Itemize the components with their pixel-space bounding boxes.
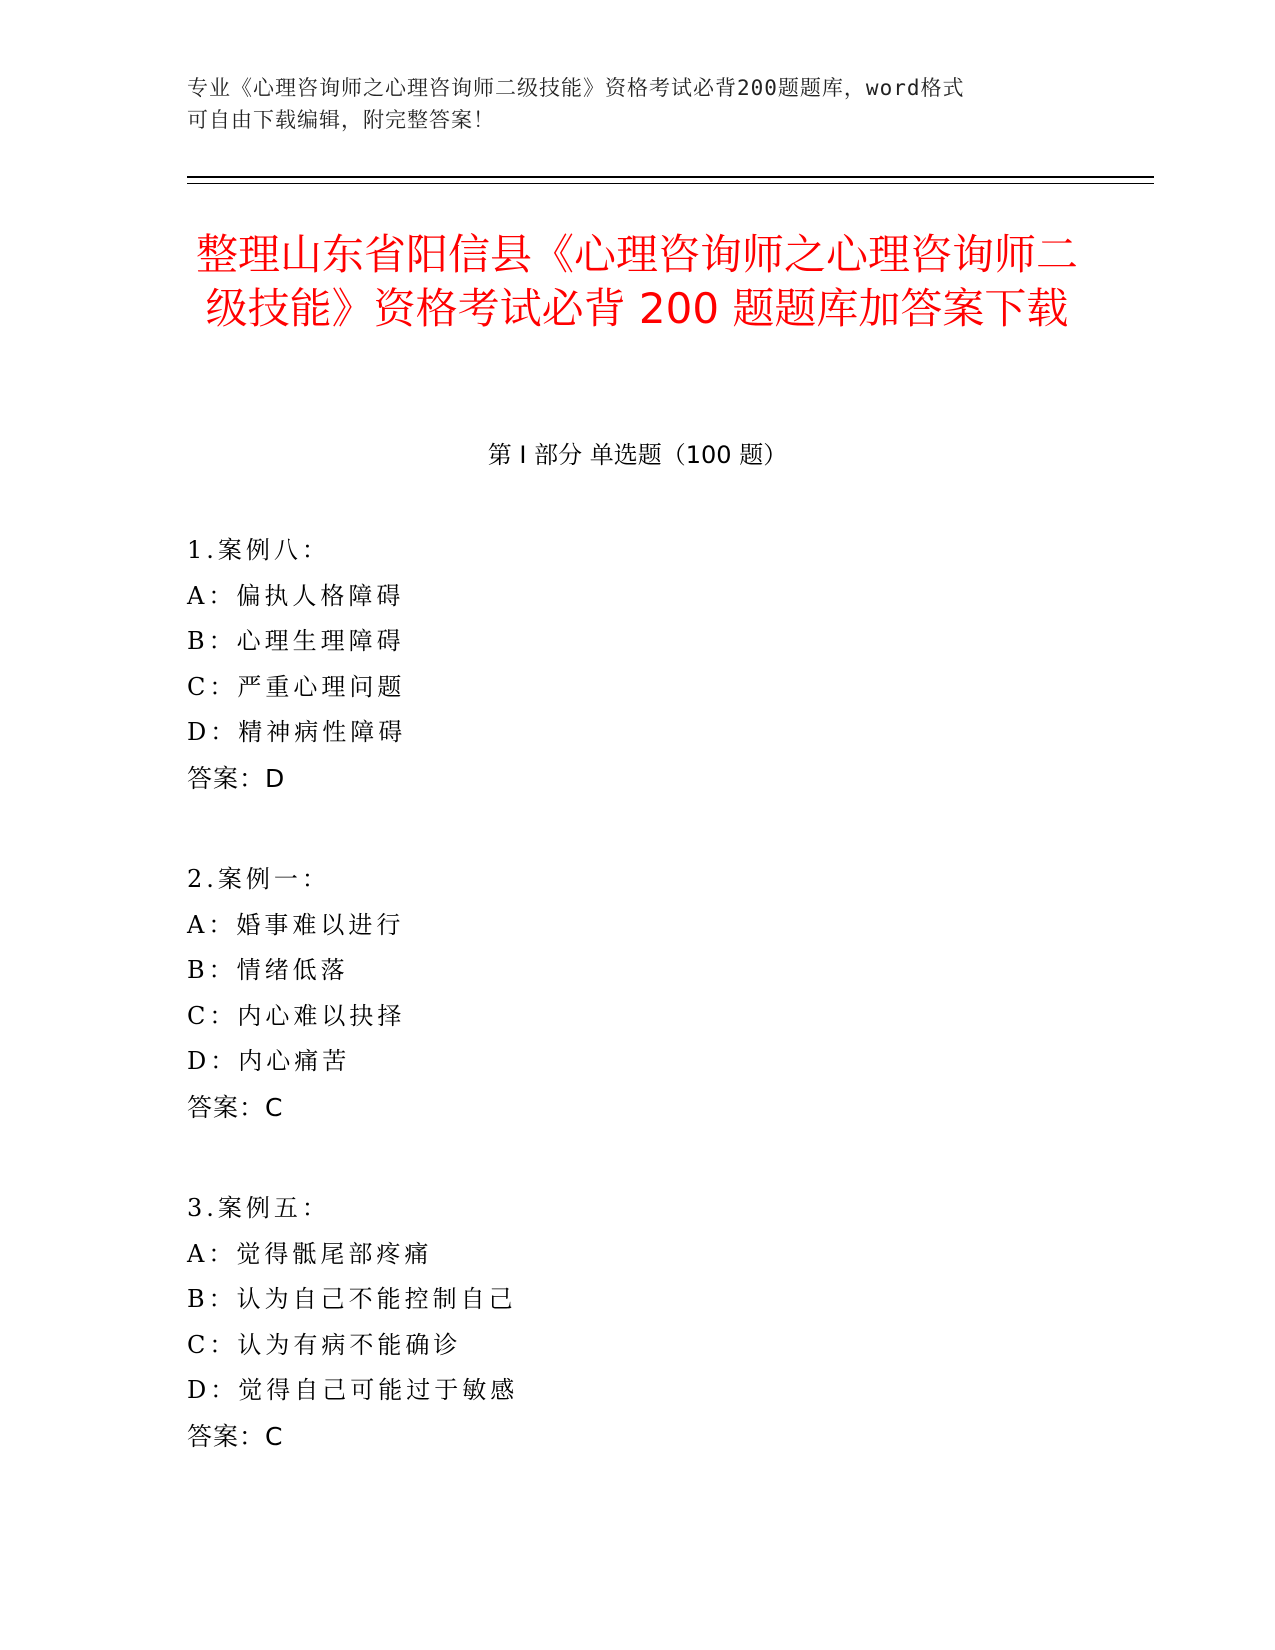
option-a: A：偏执人格障碍 (187, 581, 405, 610)
header-note-line-1: 专业《心理咨询师之心理咨询师二级技能》资格考试必背200题题库，word格式 (187, 76, 965, 100)
option-d: D：内心痛苦 (187, 1047, 351, 1075)
option-b: B：情绪低落 (187, 956, 349, 984)
option-b: B：认为自己不能控制自己 (187, 1285, 517, 1313)
header-divider-thick (187, 176, 1154, 178)
answer: 答案：C (187, 1092, 284, 1122)
question-stem: 2.案例一： (187, 865, 330, 893)
header-divider-thin (187, 183, 1154, 184)
answer: 答案：D (187, 763, 286, 793)
option-c: C：认为有病不能确诊 (187, 1330, 462, 1359)
question-stem: 1.案例八： (187, 536, 330, 564)
question-stem: 3.案例五： (187, 1194, 330, 1222)
document-title: 整理山东省阳信县《心理咨询师之心理咨询师二级技能》资格考试必背 200 题题库加答案下载 (195, 230, 1078, 333)
section-heading: 第 I 部分 单选题（100 题） (487, 441, 788, 469)
option-c: C：内心难以抉择 (187, 1001, 406, 1030)
header-note-line-2: 可自由下载编辑，附完整答案！ (187, 108, 495, 132)
option-d: D：觉得自己可能过于敏感 (187, 1376, 519, 1404)
question-list (187, 528, 1067, 1515)
option-d: D：精神病性障碍 (187, 718, 407, 746)
option-c: C：严重心理问题 (187, 672, 406, 701)
header-note (187, 72, 1067, 136)
question-3 (187, 1186, 1067, 1459)
option-a: A：婚事难以进行 (187, 910, 405, 939)
option-b: B：心理生理障碍 (187, 627, 405, 655)
answer: 答案：C (187, 1421, 284, 1451)
option-a: A：觉得骶尾部疼痛 (187, 1239, 433, 1268)
question-1 (187, 528, 1067, 801)
question-2 (187, 857, 1067, 1130)
